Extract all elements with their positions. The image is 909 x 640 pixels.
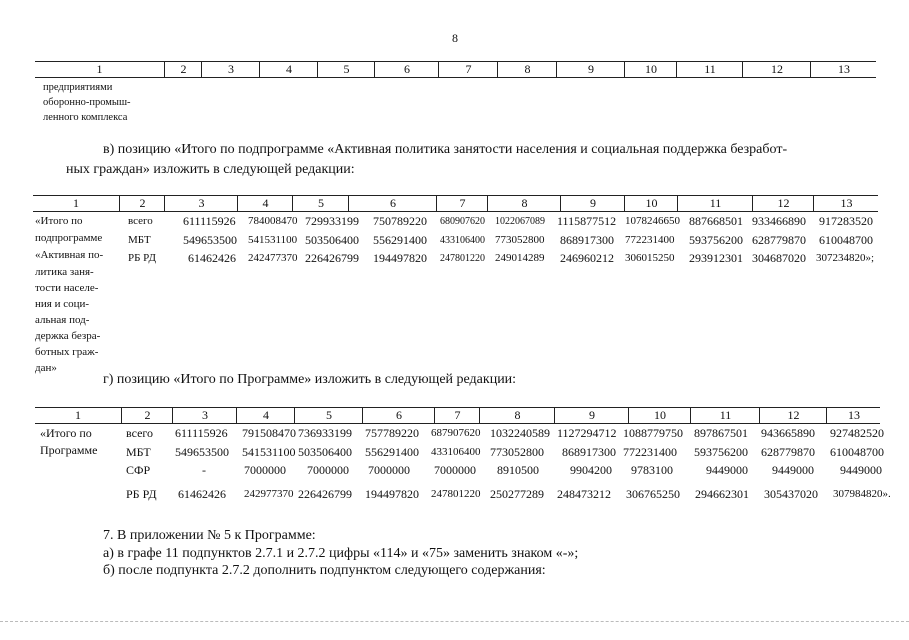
table-cell: 294662301 — [695, 487, 749, 501]
table-cell: 772231400 — [625, 234, 675, 246]
table-cell: 293912301 — [689, 251, 743, 265]
table-cell: 242477370 — [248, 252, 298, 264]
col-number: 13 — [810, 62, 877, 77]
table-cell: 1032240589 — [490, 426, 550, 440]
table-cell: 1088779750 — [623, 426, 683, 440]
row-label-line: тости населе- — [35, 282, 99, 294]
col-number: 9 — [560, 196, 625, 211]
table-cell: 7000000 — [307, 463, 349, 477]
row-label-line: ботных граж- — [35, 346, 99, 358]
col-number: 12 — [759, 408, 827, 423]
table-cell: 194497820 — [373, 251, 427, 265]
table-cell: 1115877512 — [557, 214, 617, 228]
table-cell: 7000000 — [368, 463, 410, 477]
col-number: 3 — [172, 408, 237, 423]
col-number: 1 — [96, 62, 103, 76]
table-cell: 933466890 — [752, 214, 806, 228]
section-7-heading: 7. В приложении № 5 к Программе: — [103, 528, 316, 543]
col-number: 3 — [164, 196, 238, 211]
row-label-line: «Итого по — [40, 426, 92, 440]
table-cell: 593756200 — [694, 445, 748, 459]
table-cell: 1022067089 — [495, 216, 545, 227]
col-number: 3 — [201, 62, 260, 77]
table-cell: 750789220 — [373, 214, 427, 228]
col-number: 7 — [438, 62, 498, 77]
section-7-item-b: б) после подпункта 2.7.2 дополнить подпунктом следующего содержания: — [103, 563, 546, 578]
col-number: 11 — [676, 62, 743, 77]
fragment-line: оборонно-промыш- — [43, 97, 131, 108]
table-cell: 868917300 — [560, 233, 614, 247]
table-cell: 541531100 — [248, 234, 298, 246]
column-header-row-top — [35, 61, 876, 78]
col-number: 13 — [826, 408, 881, 423]
table-cell: 687907620 — [431, 427, 481, 439]
paragraph-v-line1: в) позицию «Итого по подпрограмме «Активная политика занятости населения и социальная поддержка безработ- — [103, 142, 788, 157]
col-number: 4 — [237, 196, 293, 211]
table-cell: 610048700 — [830, 445, 884, 459]
table-cell: 304687020 — [752, 251, 806, 265]
table-cell: 680907620 — [440, 216, 485, 227]
row-label-line: Программе — [40, 443, 98, 457]
col-number: 1 — [75, 408, 81, 422]
col-number: 4 — [259, 62, 318, 77]
col-number: 2 — [121, 408, 173, 423]
table-cell: 729933199 — [305, 214, 359, 228]
table-cell: 9449000 — [772, 463, 814, 477]
paragraph-g: г) позицию «Итого по Программе» изложить в следующей редакции: — [103, 372, 517, 387]
table-cell: 9449000 — [706, 463, 748, 477]
row-label-line: дан» — [35, 362, 57, 374]
col-number: 6 — [374, 62, 439, 77]
row-type: РБ РД — [126, 487, 157, 501]
table-cell: 943665890 — [761, 426, 815, 440]
table-cell: 249014289 — [495, 252, 545, 264]
fragment-line: предприятиями — [43, 82, 113, 93]
table-cell: 248473212 — [557, 487, 611, 501]
table-cell: 628779870 — [761, 445, 815, 459]
table-cell: 549653500 — [175, 445, 229, 459]
col-number: 2 — [164, 62, 202, 77]
col-number: 5 — [294, 408, 363, 423]
col-number: 12 — [742, 62, 811, 77]
col-number: 10 — [624, 196, 678, 211]
row-label-line: альная под- — [35, 314, 90, 326]
col-number: 6 — [348, 196, 437, 211]
table-cell: 773052800 — [490, 445, 544, 459]
table-cell: 247801220 — [431, 488, 481, 500]
row-label-line: литика заня- — [35, 266, 94, 278]
table-cell: 1078246650 — [625, 215, 680, 227]
col-number: 13 — [813, 196, 879, 211]
table-cell: 556291400 — [373, 233, 427, 247]
table-cell: 9449000 — [840, 463, 882, 477]
table-cell: 736933199 — [298, 426, 352, 440]
table-cell: 250277289 — [490, 487, 544, 501]
table-cell: 791508470 — [242, 426, 296, 440]
col-number: 10 — [628, 408, 691, 423]
table-cell: 887668501 — [689, 214, 743, 228]
col-number: 12 — [752, 196, 814, 211]
table-cell: 247801220 — [440, 253, 485, 264]
table-cell: 611115926 — [175, 426, 228, 440]
column-header-row-v — [33, 195, 878, 212]
col-number: 11 — [677, 196, 753, 211]
table-cell: 246960212 — [560, 251, 614, 265]
paragraph-v-line2: ных граждан» изложить в следующей редакции: — [66, 162, 355, 177]
table-cell: 7000000 — [434, 463, 476, 477]
table-cell: 8910500 — [497, 463, 539, 477]
page-bottom-edge — [0, 621, 909, 622]
col-number: 6 — [362, 408, 435, 423]
col-number: 1 — [73, 196, 79, 210]
col-number: 9 — [556, 62, 625, 77]
table-cell: 897867501 — [694, 426, 748, 440]
row-label-line: держка безра- — [35, 330, 101, 342]
table-cell: 194497820 — [365, 487, 419, 501]
fragment-line: ленного комплекса — [43, 112, 128, 123]
table-cell: 306015250 — [625, 252, 675, 264]
table-cell: 307984820». — [833, 488, 891, 500]
col-number: 5 — [317, 62, 375, 77]
section-7-item-a: а) в графе 11 подпунктов 2.7.1 и 2.7.2 цифры «114» и «75» заменить знаком «-»; — [103, 546, 579, 561]
table-cell: 917283520 — [819, 214, 873, 228]
table-cell: 61462426 — [188, 251, 236, 265]
table-cell: 242977370 — [244, 488, 294, 500]
col-number: 8 — [479, 408, 555, 423]
table-cell: - — [202, 463, 206, 477]
table-cell: 556291400 — [365, 445, 419, 459]
table-cell: 306765250 — [626, 487, 680, 501]
table-cell: 503506400 — [298, 445, 352, 459]
table-cell: 9904200 — [570, 463, 612, 477]
col-number: 7 — [434, 408, 480, 423]
table-cell: 593756200 — [689, 233, 743, 247]
col-number: 8 — [497, 62, 557, 77]
row-type: МБТ — [128, 234, 151, 246]
table-cell: 433106400 — [431, 446, 481, 458]
table-cell: 307234820»; — [816, 252, 875, 264]
col-number: 9 — [554, 408, 629, 423]
table-cell: 305437020 — [764, 487, 818, 501]
row-type: МБТ — [126, 445, 151, 459]
row-type: СФР — [126, 463, 151, 477]
col-number: 4 — [236, 408, 295, 423]
col-number: 10 — [624, 62, 677, 77]
table-cell: 773052800 — [495, 234, 545, 246]
table-cell: 784008470 — [248, 215, 298, 227]
table-cell: 433106400 — [440, 235, 485, 246]
row-label-line: «Активная по- — [35, 249, 104, 261]
col-number: 2 — [119, 196, 165, 211]
table-cell: 9783100 — [631, 463, 673, 477]
table-cell: 772231400 — [623, 445, 677, 459]
table-cell: 503506400 — [305, 233, 359, 247]
row-label-line: ния и соци- — [35, 298, 90, 310]
table-cell: 610048700 — [819, 233, 873, 247]
table-cell: 541531100 — [242, 445, 296, 459]
table-cell: 927482520 — [830, 426, 884, 440]
col-number: 5 — [292, 196, 349, 211]
table-cell: 757789220 — [365, 426, 419, 440]
row-label-line: подпрограмме — [35, 232, 103, 244]
column-header-row-g — [35, 407, 880, 424]
row-type: всего — [128, 215, 153, 227]
row-label-line: «Итого по — [35, 215, 83, 227]
table-cell: 226426799 — [305, 251, 359, 265]
row-type: РБ РД — [128, 252, 156, 264]
table-cell: 7000000 — [244, 463, 286, 477]
table-cell: 61462426 — [178, 487, 226, 501]
table-cell: 226426799 — [298, 487, 352, 501]
col-number: 11 — [690, 408, 760, 423]
table-cell: 1127294712 — [557, 426, 617, 440]
col-number: 7 — [436, 196, 488, 211]
page-number: 8 — [452, 31, 458, 45]
table-cell: 549653500 — [183, 233, 237, 247]
table-cell: 611115926 — [183, 214, 236, 228]
table-cell: 868917300 — [562, 445, 616, 459]
col-number: 8 — [487, 196, 561, 211]
table-cell: 628779870 — [752, 233, 806, 247]
row-type: всего — [126, 426, 154, 440]
